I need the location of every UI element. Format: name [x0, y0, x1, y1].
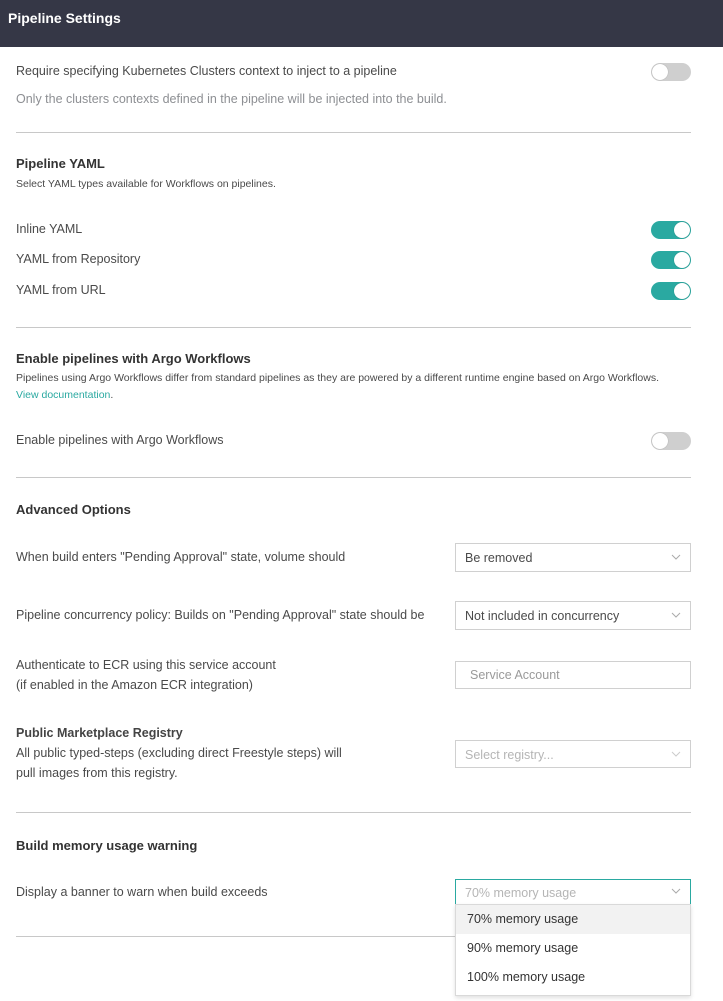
top-bar: [0, 0, 723, 47]
registry-select[interactable]: [455, 740, 691, 768]
select-value: Not included in concurrency: [465, 609, 620, 623]
yaml-from-url-toggle[interactable]: [651, 282, 691, 300]
memory-threshold-select[interactable]: [455, 879, 691, 905]
divider: [16, 327, 691, 328]
chevron-down-icon: [671, 751, 681, 758]
toggle-knob: [652, 433, 668, 449]
pipeline-yaml-description: Select YAML types available for Workflows on pipelines.: [16, 178, 276, 190]
toggle-knob: [652, 64, 668, 80]
dropdown-option[interactable]: 90% memory usage: [467, 941, 579, 955]
toggle-knob: [674, 252, 690, 268]
kube-context-label: Require specifying Kubernetes Clusters context to inject to a pipeline: [16, 64, 397, 78]
ecr-label-line1: Authenticate to ECR using this service account: [16, 658, 276, 672]
chevron-down-icon: [671, 888, 681, 895]
argo-toggle-label: Enable pipelines with Argo Workflows: [16, 433, 224, 447]
memory-warning-title: Build memory usage warning: [16, 838, 198, 853]
pending-volume-label: When build enters "Pending Approval" state, volume should: [16, 550, 346, 564]
service-account-input[interactable]: [455, 661, 691, 689]
divider: [16, 132, 691, 133]
registry-line1: All public typed-steps (excluding direct Freestyle steps) will: [16, 746, 342, 760]
argo-description: Pipelines using Argo Workflows differ from standard pipelines as they are powered by a different runtime engine based on Argo Workflows.: [16, 372, 659, 384]
argo-workflows-toggle[interactable]: [651, 432, 691, 450]
page-title: Pipeline Settings: [8, 10, 121, 26]
argo-doc-line: [16, 389, 113, 401]
pending-volume-select[interactable]: [455, 543, 691, 572]
inline-yaml-toggle[interactable]: [651, 221, 691, 239]
view-documentation-link[interactable]: View documentation: [16, 389, 111, 401]
concurrency-policy-label: Pipeline concurrency policy: Builds on "Pending Approval" state should be: [16, 608, 425, 622]
yaml-from-repository-toggle[interactable]: [651, 251, 691, 269]
registry-line2: pull images from this registry.: [16, 766, 178, 780]
kube-context-toggle[interactable]: [651, 63, 691, 81]
registry-title: Public Marketplace Registry: [16, 726, 183, 740]
divider: [16, 812, 691, 813]
yaml-from-url-label: YAML from URL: [16, 283, 106, 297]
chevron-down-icon: [671, 612, 681, 619]
divider: [16, 936, 455, 937]
concurrency-policy-select[interactable]: [455, 601, 691, 630]
toggle-knob: [674, 283, 690, 299]
ecr-label-line2: (if enabled in the Amazon ECR integration): [16, 678, 253, 692]
kube-context-help: Only the clusters contexts defined in the pipeline will be injected into the build.: [16, 92, 447, 106]
inline-yaml-label: Inline YAML: [16, 222, 83, 236]
dropdown-option[interactable]: 100% memory usage: [467, 970, 586, 984]
argo-doc-suffix: .: [110, 389, 114, 401]
select-value: 70% memory usage: [465, 886, 577, 900]
memory-warning-label: Display a banner to warn when build exceeds: [16, 885, 268, 899]
chevron-down-icon: [671, 554, 681, 561]
memory-threshold-dropdown: [455, 904, 691, 996]
argo-title: Enable pipelines with Argo Workflows: [16, 351, 251, 366]
select-value: Be removed: [465, 551, 533, 565]
advanced-options-title: Advanced Options: [16, 502, 131, 517]
toggle-knob: [674, 222, 690, 238]
divider: [16, 477, 691, 478]
pipeline-yaml-title: Pipeline YAML: [16, 156, 105, 171]
yaml-from-repository-label: YAML from Repository: [16, 252, 141, 266]
dropdown-option[interactable]: 70% memory usage: [456, 905, 690, 934]
select-placeholder: Select registry...: [465, 748, 554, 762]
